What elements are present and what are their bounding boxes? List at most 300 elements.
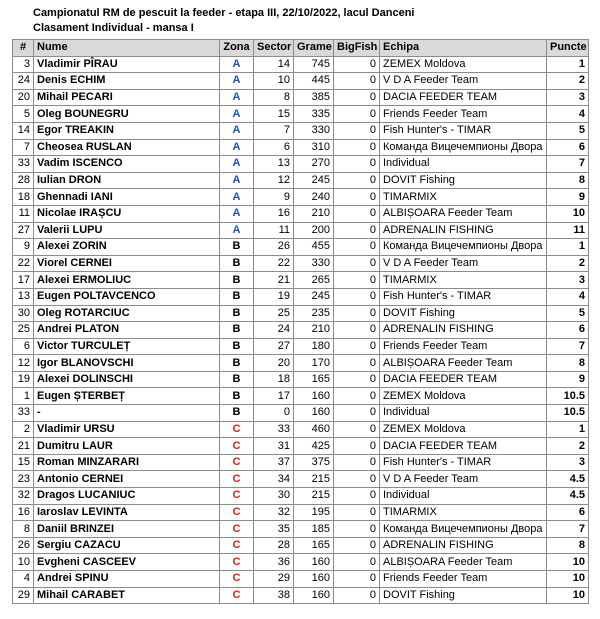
cell-bigfish: 0 <box>334 255 380 272</box>
cell-bigfish: 0 <box>334 521 380 538</box>
cell-zone: A <box>220 56 254 73</box>
cell-grams: 195 <box>294 504 334 521</box>
cell-sector: 16 <box>254 205 294 222</box>
cell-sector: 19 <box>254 288 294 305</box>
table-row <box>13 272 589 289</box>
cell-zone: A <box>220 222 254 239</box>
table-row <box>13 537 589 554</box>
table-row <box>13 222 589 239</box>
cell-bigfish: 0 <box>334 371 380 388</box>
cell-zone: B <box>220 371 254 388</box>
cell-sector: 20 <box>254 355 294 372</box>
cell-zone: B <box>220 255 254 272</box>
cell-zone: A <box>220 172 254 189</box>
table-row <box>13 421 589 438</box>
cell-grams: 330 <box>294 255 334 272</box>
cell-zone: A <box>220 89 254 106</box>
cell-sector: 15 <box>254 106 294 123</box>
table-row <box>13 388 589 405</box>
cell-name: Nicolae IRAȘCU <box>34 205 220 222</box>
cell-zone: B <box>220 322 254 339</box>
cell-sector: 6 <box>254 139 294 156</box>
cell-team: Команда Вицечемпионы Двора <box>380 239 547 256</box>
cell-bigfish: 0 <box>334 205 380 222</box>
cell-bigfish: 0 <box>334 73 380 90</box>
cell-zone: C <box>220 471 254 488</box>
cell-zone: B <box>220 338 254 355</box>
cell-bigfish: 0 <box>334 338 380 355</box>
cell-number: 19 <box>13 371 34 388</box>
cell-sector: 22 <box>254 255 294 272</box>
column-header-number: # <box>13 40 34 57</box>
cell-number: 21 <box>13 438 34 455</box>
cell-sector: 14 <box>254 56 294 73</box>
cell-bigfish: 0 <box>334 222 380 239</box>
cell-bigfish: 0 <box>334 421 380 438</box>
table-row <box>13 454 589 471</box>
cell-name: Eugen ȘTERBEȚ <box>34 388 220 405</box>
cell-sector: 11 <box>254 222 294 239</box>
cell-team: ADRENALIN FISHING <box>380 222 547 239</box>
cell-grams: 240 <box>294 189 334 206</box>
cell-points: 4.5 <box>547 471 589 488</box>
cell-number: 20 <box>13 89 34 106</box>
cell-number: 16 <box>13 504 34 521</box>
cell-team: TIMARMIX <box>380 272 547 289</box>
cell-number: 22 <box>13 255 34 272</box>
cell-zone: C <box>220 421 254 438</box>
cell-bigfish: 0 <box>334 537 380 554</box>
cell-points: 10 <box>547 587 589 604</box>
cell-zone: B <box>220 305 254 322</box>
table-row <box>13 488 589 505</box>
cell-zone: B <box>220 272 254 289</box>
cell-grams: 215 <box>294 471 334 488</box>
cell-team: V D A Feeder Team <box>380 255 547 272</box>
cell-number: 9 <box>13 239 34 256</box>
cell-points: 4 <box>547 106 589 123</box>
cell-name: Roman MINZARARI <box>34 454 220 471</box>
cell-grams: 160 <box>294 388 334 405</box>
column-header-grams: Grame <box>294 40 334 57</box>
cell-bigfish: 0 <box>334 89 380 106</box>
cell-zone: B <box>220 288 254 305</box>
cell-bigfish: 0 <box>334 388 380 405</box>
page-title: Campionatul RM de pescuit la feeder - etapa III, 22/10/2022, lacul Danceni <box>33 7 415 19</box>
cell-name: Vladimir URSU <box>34 421 220 438</box>
cell-number: 17 <box>13 272 34 289</box>
table-row <box>13 571 589 588</box>
cell-number: 1 <box>13 388 34 405</box>
cell-zone: A <box>220 156 254 173</box>
cell-sector: 31 <box>254 438 294 455</box>
table-row <box>13 587 589 604</box>
column-header-points: Puncte <box>547 40 589 57</box>
table-row <box>13 73 589 90</box>
results-table <box>12 39 589 604</box>
cell-team: ADRENALIN FISHING <box>380 537 547 554</box>
table-row <box>13 89 589 106</box>
cell-team: DOVIT Fishing <box>380 305 547 322</box>
cell-bigfish: 0 <box>334 322 380 339</box>
cell-grams: 165 <box>294 537 334 554</box>
cell-name: Victor TURCULEȚ <box>34 338 220 355</box>
cell-bigfish: 0 <box>334 172 380 189</box>
cell-team: Команда Вицечемпионы Двора <box>380 139 547 156</box>
column-header-sector: Sector <box>254 40 294 57</box>
cell-team: DOVIT Fishing <box>380 587 547 604</box>
cell-bigfish: 0 <box>334 488 380 505</box>
table-header-row <box>13 40 589 57</box>
cell-team: DOVIT Fishing <box>380 172 547 189</box>
table-row <box>13 106 589 123</box>
table-row <box>13 239 589 256</box>
cell-sector: 8 <box>254 89 294 106</box>
cell-name: Denis ECHIM <box>34 73 220 90</box>
cell-number: 32 <box>13 488 34 505</box>
cell-points: 3 <box>547 454 589 471</box>
cell-zone: C <box>220 438 254 455</box>
cell-bigfish: 0 <box>334 239 380 256</box>
table-row <box>13 405 589 422</box>
cell-zone: C <box>220 571 254 588</box>
cell-grams: 245 <box>294 172 334 189</box>
cell-number: 33 <box>13 156 34 173</box>
cell-number: 13 <box>13 288 34 305</box>
cell-number: 23 <box>13 471 34 488</box>
cell-team: Fish Hunter's - TIMAR <box>380 454 547 471</box>
cell-sector: 27 <box>254 338 294 355</box>
cell-bigfish: 0 <box>334 288 380 305</box>
cell-sector: 34 <box>254 471 294 488</box>
cell-grams: 245 <box>294 288 334 305</box>
cell-name: Iulian DRON <box>34 172 220 189</box>
table-row <box>13 156 589 173</box>
cell-grams: 270 <box>294 156 334 173</box>
cell-bigfish: 0 <box>334 189 380 206</box>
cell-name: Vladimir PÎRAU <box>34 56 220 73</box>
cell-points: 10 <box>547 554 589 571</box>
cell-team: Команда Вицечемпионы Двора <box>380 521 547 538</box>
cell-sector: 10 <box>254 73 294 90</box>
cell-points: 7 <box>547 156 589 173</box>
cell-bigfish: 0 <box>334 587 380 604</box>
cell-zone: C <box>220 554 254 571</box>
cell-grams: 210 <box>294 322 334 339</box>
cell-name: Mihail CARABET <box>34 587 220 604</box>
cell-team: ZEMEX Moldova <box>380 56 547 73</box>
cell-zone: A <box>220 106 254 123</box>
cell-name: Valerii LUPU <box>34 222 220 239</box>
cell-points: 1 <box>547 421 589 438</box>
cell-number: 12 <box>13 355 34 372</box>
table-row <box>13 438 589 455</box>
cell-zone: C <box>220 504 254 521</box>
cell-team: DACIA FEEDER TEAM <box>380 438 547 455</box>
cell-zone: C <box>220 537 254 554</box>
table-row <box>13 56 589 73</box>
cell-name: Oleg ROTARCIUC <box>34 305 220 322</box>
table-row <box>13 521 589 538</box>
table-row <box>13 504 589 521</box>
cell-grams: 310 <box>294 139 334 156</box>
cell-team: Individual <box>380 156 547 173</box>
table-row <box>13 189 589 206</box>
cell-bigfish: 0 <box>334 355 380 372</box>
cell-team: ADRENALIN FISHING <box>380 322 547 339</box>
cell-zone: C <box>220 587 254 604</box>
cell-zone: B <box>220 405 254 422</box>
cell-zone: C <box>220 521 254 538</box>
cell-name: Viorel CERNEI <box>34 255 220 272</box>
cell-number: 27 <box>13 222 34 239</box>
cell-points: 2 <box>547 438 589 455</box>
cell-sector: 26 <box>254 239 294 256</box>
cell-points: 6 <box>547 504 589 521</box>
table-row <box>13 255 589 272</box>
cell-sector: 32 <box>254 504 294 521</box>
cell-points: 5 <box>547 122 589 139</box>
cell-name: Sergiu CAZACU <box>34 537 220 554</box>
cell-points: 3 <box>547 89 589 106</box>
cell-grams: 160 <box>294 405 334 422</box>
cell-team: Friends Feeder Team <box>380 571 547 588</box>
cell-zone: A <box>220 139 254 156</box>
cell-name: - <box>34 405 220 422</box>
cell-name: Alexei DOLINSCHI <box>34 371 220 388</box>
cell-points: 10.5 <box>547 405 589 422</box>
cell-points: 8 <box>547 355 589 372</box>
cell-points: 3 <box>547 272 589 289</box>
cell-grams: 160 <box>294 571 334 588</box>
cell-points: 10.5 <box>547 388 589 405</box>
cell-points: 10 <box>547 571 589 588</box>
cell-points: 7 <box>547 338 589 355</box>
table-row <box>13 471 589 488</box>
results-document <box>12 6 588 604</box>
cell-sector: 29 <box>254 571 294 588</box>
table-row <box>13 371 589 388</box>
cell-grams: 265 <box>294 272 334 289</box>
cell-zone: A <box>220 73 254 90</box>
cell-number: 14 <box>13 122 34 139</box>
cell-team: Individual <box>380 488 547 505</box>
cell-name: Igor BLANOVSCHI <box>34 355 220 372</box>
cell-bigfish: 0 <box>334 554 380 571</box>
cell-points: 6 <box>547 322 589 339</box>
page-subtitle: Clasament Individual - mansa I <box>33 22 194 34</box>
cell-number: 29 <box>13 587 34 604</box>
cell-number: 3 <box>13 56 34 73</box>
cell-team: ZEMEX Moldova <box>380 388 547 405</box>
cell-team: ZEMEX Moldova <box>380 421 547 438</box>
cell-points: 4.5 <box>547 488 589 505</box>
cell-grams: 425 <box>294 438 334 455</box>
cell-points: 8 <box>547 537 589 554</box>
cell-number: 2 <box>13 421 34 438</box>
cell-name: Cheosea RUSLAN <box>34 139 220 156</box>
column-header-bigfish: BigFish <box>334 40 380 57</box>
cell-name: Vadim ISCENCO <box>34 156 220 173</box>
cell-zone: A <box>220 189 254 206</box>
cell-number: 24 <box>13 73 34 90</box>
cell-number: 33 <box>13 405 34 422</box>
cell-grams: 335 <box>294 106 334 123</box>
cell-grams: 455 <box>294 239 334 256</box>
column-header-team: Echipa <box>380 40 547 57</box>
cell-name: Alexei ERMOLIUC <box>34 272 220 289</box>
cell-team: Fish Hunter's - TIMAR <box>380 122 547 139</box>
cell-team: TIMARMIX <box>380 504 547 521</box>
cell-number: 18 <box>13 189 34 206</box>
cell-name: Eugen POLTAVCENCO <box>34 288 220 305</box>
cell-sector: 37 <box>254 454 294 471</box>
cell-zone: A <box>220 122 254 139</box>
cell-points: 7 <box>547 521 589 538</box>
table-row <box>13 305 589 322</box>
cell-number: 6 <box>13 338 34 355</box>
cell-points: 6 <box>547 139 589 156</box>
cell-team: ALBIȘOARA Feeder Team <box>380 554 547 571</box>
cell-sector: 35 <box>254 521 294 538</box>
cell-bigfish: 0 <box>334 471 380 488</box>
cell-grams: 385 <box>294 89 334 106</box>
cell-zone: C <box>220 454 254 471</box>
cell-points: 9 <box>547 371 589 388</box>
cell-points: 1 <box>547 239 589 256</box>
column-header-name: Nume <box>34 40 220 57</box>
cell-number: 10 <box>13 554 34 571</box>
cell-bigfish: 0 <box>334 504 380 521</box>
column-header-zone: Zona <box>220 40 254 57</box>
cell-team: V D A Feeder Team <box>380 471 547 488</box>
cell-sector: 24 <box>254 322 294 339</box>
cell-points: 5 <box>547 305 589 322</box>
table-row <box>13 355 589 372</box>
cell-points: 8 <box>547 172 589 189</box>
table-row <box>13 122 589 139</box>
cell-name: Ghennadi IANI <box>34 189 220 206</box>
cell-name: Iaroslav LEVINTA <box>34 504 220 521</box>
cell-points: 1 <box>547 56 589 73</box>
cell-sector: 0 <box>254 405 294 422</box>
cell-number: 30 <box>13 305 34 322</box>
cell-sector: 13 <box>254 156 294 173</box>
cell-grams: 200 <box>294 222 334 239</box>
cell-sector: 12 <box>254 172 294 189</box>
cell-grams: 745 <box>294 56 334 73</box>
table-body <box>13 56 589 604</box>
cell-sector: 21 <box>254 272 294 289</box>
cell-points: 9 <box>547 189 589 206</box>
table-row <box>13 338 589 355</box>
cell-grams: 460 <box>294 421 334 438</box>
cell-grams: 160 <box>294 587 334 604</box>
cell-grams: 330 <box>294 122 334 139</box>
cell-grams: 445 <box>294 73 334 90</box>
cell-team: TIMARMIX <box>380 189 547 206</box>
cell-name: Mihail PECARI <box>34 89 220 106</box>
cell-number: 26 <box>13 537 34 554</box>
cell-name: Evgheni CASCEEV <box>34 554 220 571</box>
cell-points: 2 <box>547 255 589 272</box>
cell-points: 11 <box>547 222 589 239</box>
cell-grams: 170 <box>294 355 334 372</box>
cell-number: 15 <box>13 454 34 471</box>
cell-sector: 38 <box>254 587 294 604</box>
cell-number: 11 <box>13 205 34 222</box>
cell-team: Fish Hunter's - TIMAR <box>380 288 547 305</box>
cell-bigfish: 0 <box>334 56 380 73</box>
cell-team: V D A Feeder Team <box>380 73 547 90</box>
cell-points: 10 <box>547 205 589 222</box>
cell-name: Dragos LUCANIUC <box>34 488 220 505</box>
cell-number: 28 <box>13 172 34 189</box>
cell-name: Antonio CERNEI <box>34 471 220 488</box>
table-row <box>13 172 589 189</box>
cell-grams: 160 <box>294 554 334 571</box>
cell-grams: 180 <box>294 338 334 355</box>
cell-bigfish: 0 <box>334 106 380 123</box>
cell-name: Oleg BOUNEGRU <box>34 106 220 123</box>
cell-points: 2 <box>547 73 589 90</box>
cell-team: Friends Feeder Team <box>380 338 547 355</box>
cell-zone: C <box>220 488 254 505</box>
cell-name: Andrei PLATON <box>34 322 220 339</box>
cell-number: 7 <box>13 139 34 156</box>
cell-sector: 25 <box>254 305 294 322</box>
cell-grams: 165 <box>294 371 334 388</box>
cell-team: Individual <box>380 405 547 422</box>
cell-bigfish: 0 <box>334 122 380 139</box>
cell-grams: 375 <box>294 454 334 471</box>
cell-team: ALBIȘOARA Feeder Team <box>380 355 547 372</box>
cell-bigfish: 0 <box>334 156 380 173</box>
cell-number: 5 <box>13 106 34 123</box>
table-row <box>13 139 589 156</box>
table-row <box>13 205 589 222</box>
cell-grams: 235 <box>294 305 334 322</box>
cell-team: DACIA FEEDER TEAM <box>380 89 547 106</box>
cell-bigfish: 0 <box>334 139 380 156</box>
cell-bigfish: 0 <box>334 405 380 422</box>
cell-bigfish: 0 <box>334 305 380 322</box>
table-row <box>13 554 589 571</box>
cell-grams: 210 <box>294 205 334 222</box>
cell-sector: 7 <box>254 122 294 139</box>
cell-name: Andrei SPINU <box>34 571 220 588</box>
cell-number: 25 <box>13 322 34 339</box>
cell-zone: B <box>220 239 254 256</box>
table-row <box>13 288 589 305</box>
cell-grams: 215 <box>294 488 334 505</box>
table-row <box>13 322 589 339</box>
cell-name: Egor TREAKIN <box>34 122 220 139</box>
cell-team: Friends Feeder Team <box>380 106 547 123</box>
cell-sector: 28 <box>254 537 294 554</box>
cell-team: ALBIȘOARA Feeder Team <box>380 205 547 222</box>
cell-bigfish: 0 <box>334 454 380 471</box>
cell-sector: 33 <box>254 421 294 438</box>
cell-bigfish: 0 <box>334 438 380 455</box>
cell-zone: A <box>220 205 254 222</box>
cell-number: 8 <box>13 521 34 538</box>
cell-name: Daniil BRINZEI <box>34 521 220 538</box>
cell-number: 4 <box>13 571 34 588</box>
cell-name: Dumitru LAUR <box>34 438 220 455</box>
cell-name: Alexei ZORIN <box>34 239 220 256</box>
cell-team: DACIA FEEDER TEAM <box>380 371 547 388</box>
